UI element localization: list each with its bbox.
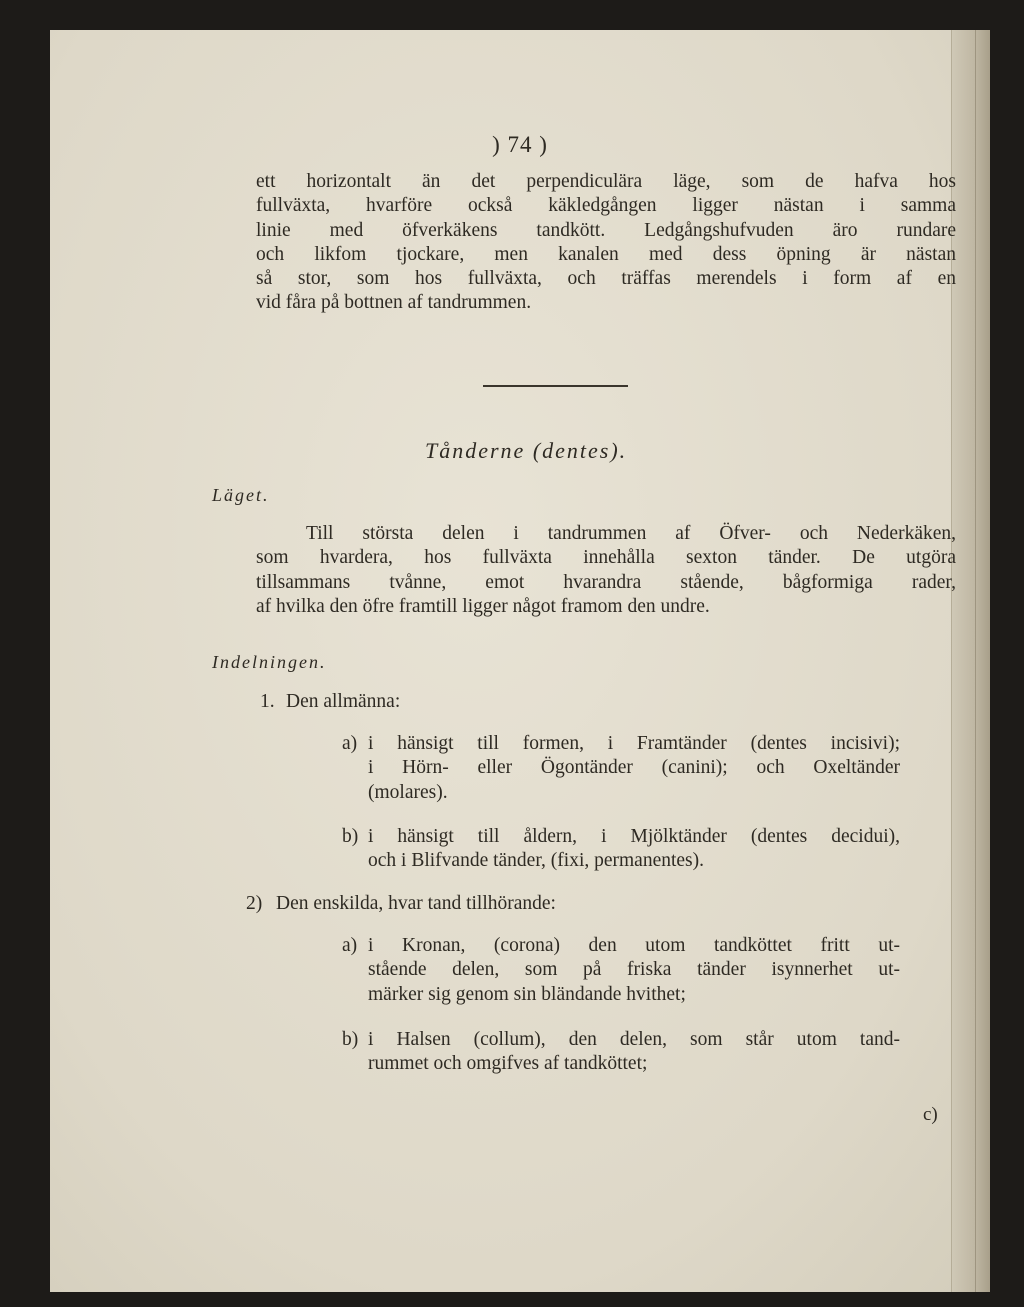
item-2b <box>368 1028 900 1077</box>
text-line: af hvilka den öfre framtill ligger något framom den undre. <box>256 595 710 617</box>
item-letter: a) <box>342 733 358 754</box>
text-line: i Halsen (collum), den delen, som står utom tand- <box>368 1029 900 1050</box>
page-edge <box>951 30 990 1292</box>
section-divider <box>483 385 628 387</box>
sidenote-laget: Läget. <box>212 485 270 505</box>
item-number: 2) <box>246 893 263 914</box>
item-number: 1. <box>260 691 275 712</box>
text-line: märker sig genom sin bländande hvithet; <box>368 983 686 1005</box>
text-line: och i Blifvande tänder, (fixi, permanentes). <box>368 850 705 872</box>
text-line: (molares). <box>368 781 448 803</box>
item-letter: b) <box>342 826 359 847</box>
text-line: i Hörn- eller Ögontänder (canini); och Oxeltänder <box>368 757 900 779</box>
sidenote-indelningen: Indelningen. <box>212 652 327 672</box>
text-line: i Kronan, (corona) den utom tandköttet fritt ut- <box>368 935 900 956</box>
book-page <box>50 30 990 1292</box>
text-line: Till största delen i tandrummen af Öfver- och Nederkäken, <box>306 523 956 544</box>
intro-paragraph <box>256 170 956 316</box>
item-1b <box>368 825 900 874</box>
text-line: rummet och omgifves af tandköttet; <box>368 1053 648 1075</box>
text-line: ett horizontalt än det perpendiculära läge, som de hafva hos <box>256 171 956 192</box>
item-letter: b) <box>342 1029 359 1050</box>
item-2a <box>368 934 900 1007</box>
text-line: vid fåra på bottnen af tandrummen. <box>256 292 532 314</box>
text-line: i hänsigt till formen, i Framtänder (dentes incisivi); <box>368 733 900 754</box>
text-line: och likfom tjockare, men kanalen med dess öpning är nästan <box>256 243 956 265</box>
item-1a <box>368 732 900 805</box>
laget-paragraph <box>256 522 956 619</box>
text-line: linie med öfverkäkens tandkött. Ledgångshufvuden äro rundare <box>256 219 956 241</box>
section-title: Tånderne (dentes). <box>425 438 628 463</box>
text-line: som hvardera, hos fullväxta innehålla sexton tänder. De utgöra <box>256 547 956 569</box>
item-label: Den enskilda, hvar tand tillhörande: <box>276 893 556 914</box>
page-edge-line <box>975 30 976 1292</box>
text-line: tillsammans tvånne, emot hvarandra stående, bågformiga rader, <box>256 571 956 593</box>
item-letter: a) <box>342 935 358 956</box>
text-line: i hänsigt till åldern, i Mjölktänder (dentes decidui), <box>368 826 900 847</box>
text-line: fullväxta, hvarföre också käkledgången ligger nästan i samma <box>256 195 956 217</box>
page-number: ) 74 ) <box>492 132 548 157</box>
text-line: så stor, som hos fullväxta, och träffas merendels i form af en <box>256 268 956 290</box>
text-line: stående delen, som på friska tänder isynnerhet ut- <box>368 959 900 981</box>
catchword: c) <box>923 1104 938 1125</box>
item-label: Den allmänna: <box>286 691 401 712</box>
